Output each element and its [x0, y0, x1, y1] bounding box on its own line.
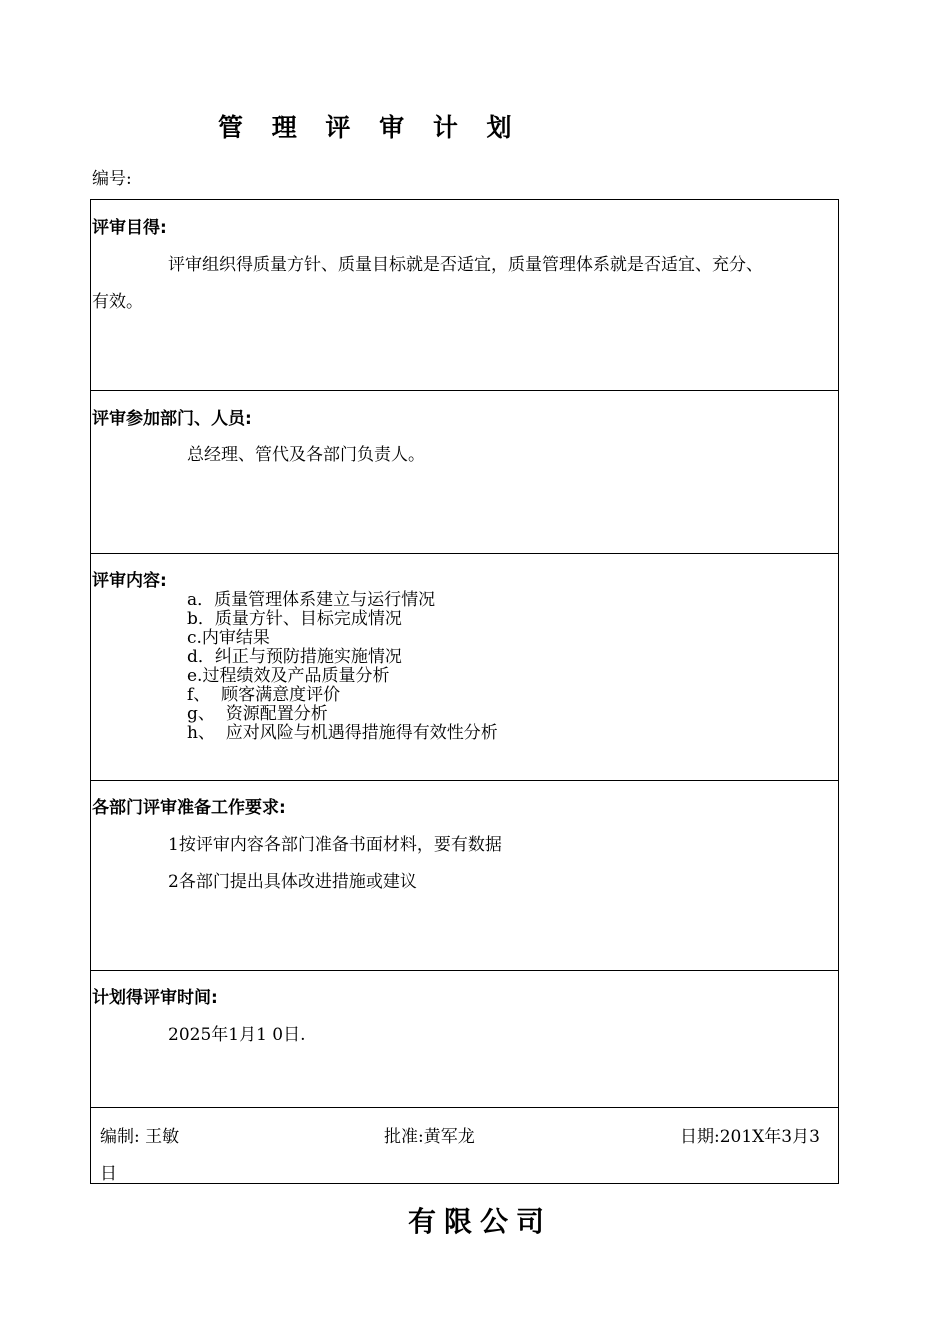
- content-item-f: f、 顾客满意度评价: [187, 685, 341, 705]
- preparation-item-1: 1按评审内容各部门准备书面材料，要有数据: [168, 835, 502, 855]
- purpose-text-line-2: 有效。: [92, 292, 143, 312]
- section-participants-heading: 评审参加部门、人员:: [92, 409, 252, 429]
- section-purpose-heading: 评审目得:: [92, 218, 167, 238]
- date-label-continued: 日: [100, 1164, 117, 1184]
- purpose-text-line-1: 评审组织得质量方针、质量目标就是否适宜，质量管理体系就是否适宜、充分、: [168, 255, 763, 275]
- section-content-heading: 评审内容:: [92, 571, 167, 591]
- date-label: 日期:201X年3月3: [680, 1127, 820, 1147]
- section-purpose: [91, 200, 838, 391]
- section-schedule: [91, 970, 838, 1108]
- editor-label: 编制: 王敏: [100, 1127, 180, 1147]
- page-title: 管 理 评 审 计 划: [218, 113, 522, 142]
- preparation-item-2: 2各部门提出具体改进措施或建议: [168, 872, 417, 892]
- signature-row: [91, 1107, 838, 1183]
- content-item-a: a．质量管理体系建立与运行情况: [187, 590, 436, 610]
- section-schedule-heading: 计划得评审时间:: [92, 988, 218, 1008]
- content-item-h: h、 应对风险与机遇得措施得有效性分析: [187, 723, 498, 743]
- approver-label: 批准:黄军龙: [384, 1127, 475, 1147]
- review-plan-form: [90, 199, 839, 1184]
- content-item-d: d．纠正与预防措施实施情况: [187, 647, 402, 667]
- section-preparation: [91, 780, 838, 971]
- content-item-b: b．质量方针、目标完成情况: [187, 609, 402, 629]
- content-item-g: g、 资源配置分析: [187, 704, 328, 724]
- participants-text: 总经理、管代及各部门负责人。: [187, 445, 425, 465]
- section-content: [91, 553, 838, 781]
- content-item-c: c.内审结果: [187, 628, 270, 648]
- content-item-e: e.过程绩效及产品质量分析: [187, 666, 390, 686]
- schedule-text: 2025年1月1 0日.: [168, 1025, 306, 1045]
- section-participants: [91, 390, 838, 554]
- company-name: 有限公司: [408, 1205, 553, 1238]
- section-preparation-heading: 各部门评审准备工作要求:: [92, 798, 286, 818]
- document-number-label: 编号:: [92, 169, 132, 189]
